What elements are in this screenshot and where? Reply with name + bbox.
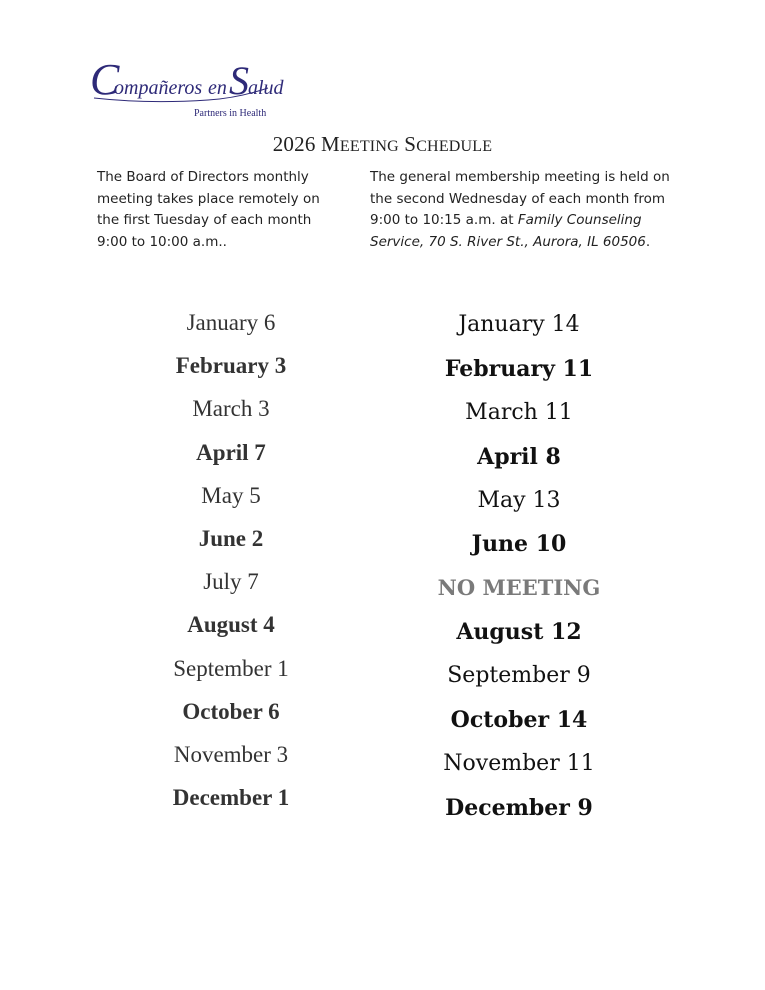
board-date: July 7 xyxy=(203,569,259,595)
general-date: May 13 xyxy=(477,487,561,513)
general-meeting-description: The general membership meeting is held on the second Wednesday of each month from 9:00 to 10:15 a.m. at Family Counseling Service, 70 S. River St., Aurora, IL 60506. xyxy=(370,169,670,250)
no-meeting-label: NO MEETING xyxy=(437,575,601,601)
general-date: March 11 xyxy=(465,399,573,425)
board-dates-list xyxy=(100,306,362,824)
board-date: August 4 xyxy=(187,612,275,638)
general-date: February 11 xyxy=(444,355,594,382)
general-date: April 8 xyxy=(477,443,561,470)
general-date: January 14 xyxy=(458,312,580,337)
board-date: March 3 xyxy=(192,396,270,422)
board-date: September 1 xyxy=(173,655,289,681)
svg-text:en: en xyxy=(208,77,227,99)
meeting-location: Family Counseling Service, 70 S. River St., Aurora, IL 60506 xyxy=(370,212,646,250)
general-date: December 9 xyxy=(445,794,593,821)
board-date: October 6 xyxy=(182,698,280,724)
board-date: May 5 xyxy=(201,482,261,508)
board-date: April 7 xyxy=(196,439,266,465)
title-word-schedule: SCHEDULE xyxy=(404,132,493,156)
title-word-meeting: MEETING xyxy=(321,132,399,156)
board-date: December 1 xyxy=(172,785,290,811)
board-date: June 2 xyxy=(198,525,264,551)
title-year: 2026 xyxy=(272,132,316,156)
page-title xyxy=(0,131,765,160)
general-date: June 10 xyxy=(471,531,567,558)
board-date: January 6 xyxy=(186,310,276,335)
general-date: August 12 xyxy=(456,619,582,646)
svg-text:Partners in Health: Partners in Health xyxy=(194,108,267,119)
general-date: September 9 xyxy=(447,663,591,689)
logo xyxy=(88,58,288,122)
general-date: October 14 xyxy=(450,707,588,734)
board-meeting-description: The Board of Directors monthly meeting takes place remotely on the first Tuesday of each month 9:00 to 10:00 a.m.. xyxy=(97,169,320,250)
svg-text:alud: alud xyxy=(248,77,284,99)
general-date: November 11 xyxy=(443,750,595,776)
companeros-en-salud-logo xyxy=(88,58,288,122)
svg-text:C: C xyxy=(90,58,120,104)
board-date: November 3 xyxy=(173,741,289,767)
svg-text:S: S xyxy=(229,58,249,103)
general-dates-list xyxy=(388,308,650,835)
board-date: February 3 xyxy=(175,353,287,379)
svg-text:ompañeros: ompañeros xyxy=(114,77,203,99)
